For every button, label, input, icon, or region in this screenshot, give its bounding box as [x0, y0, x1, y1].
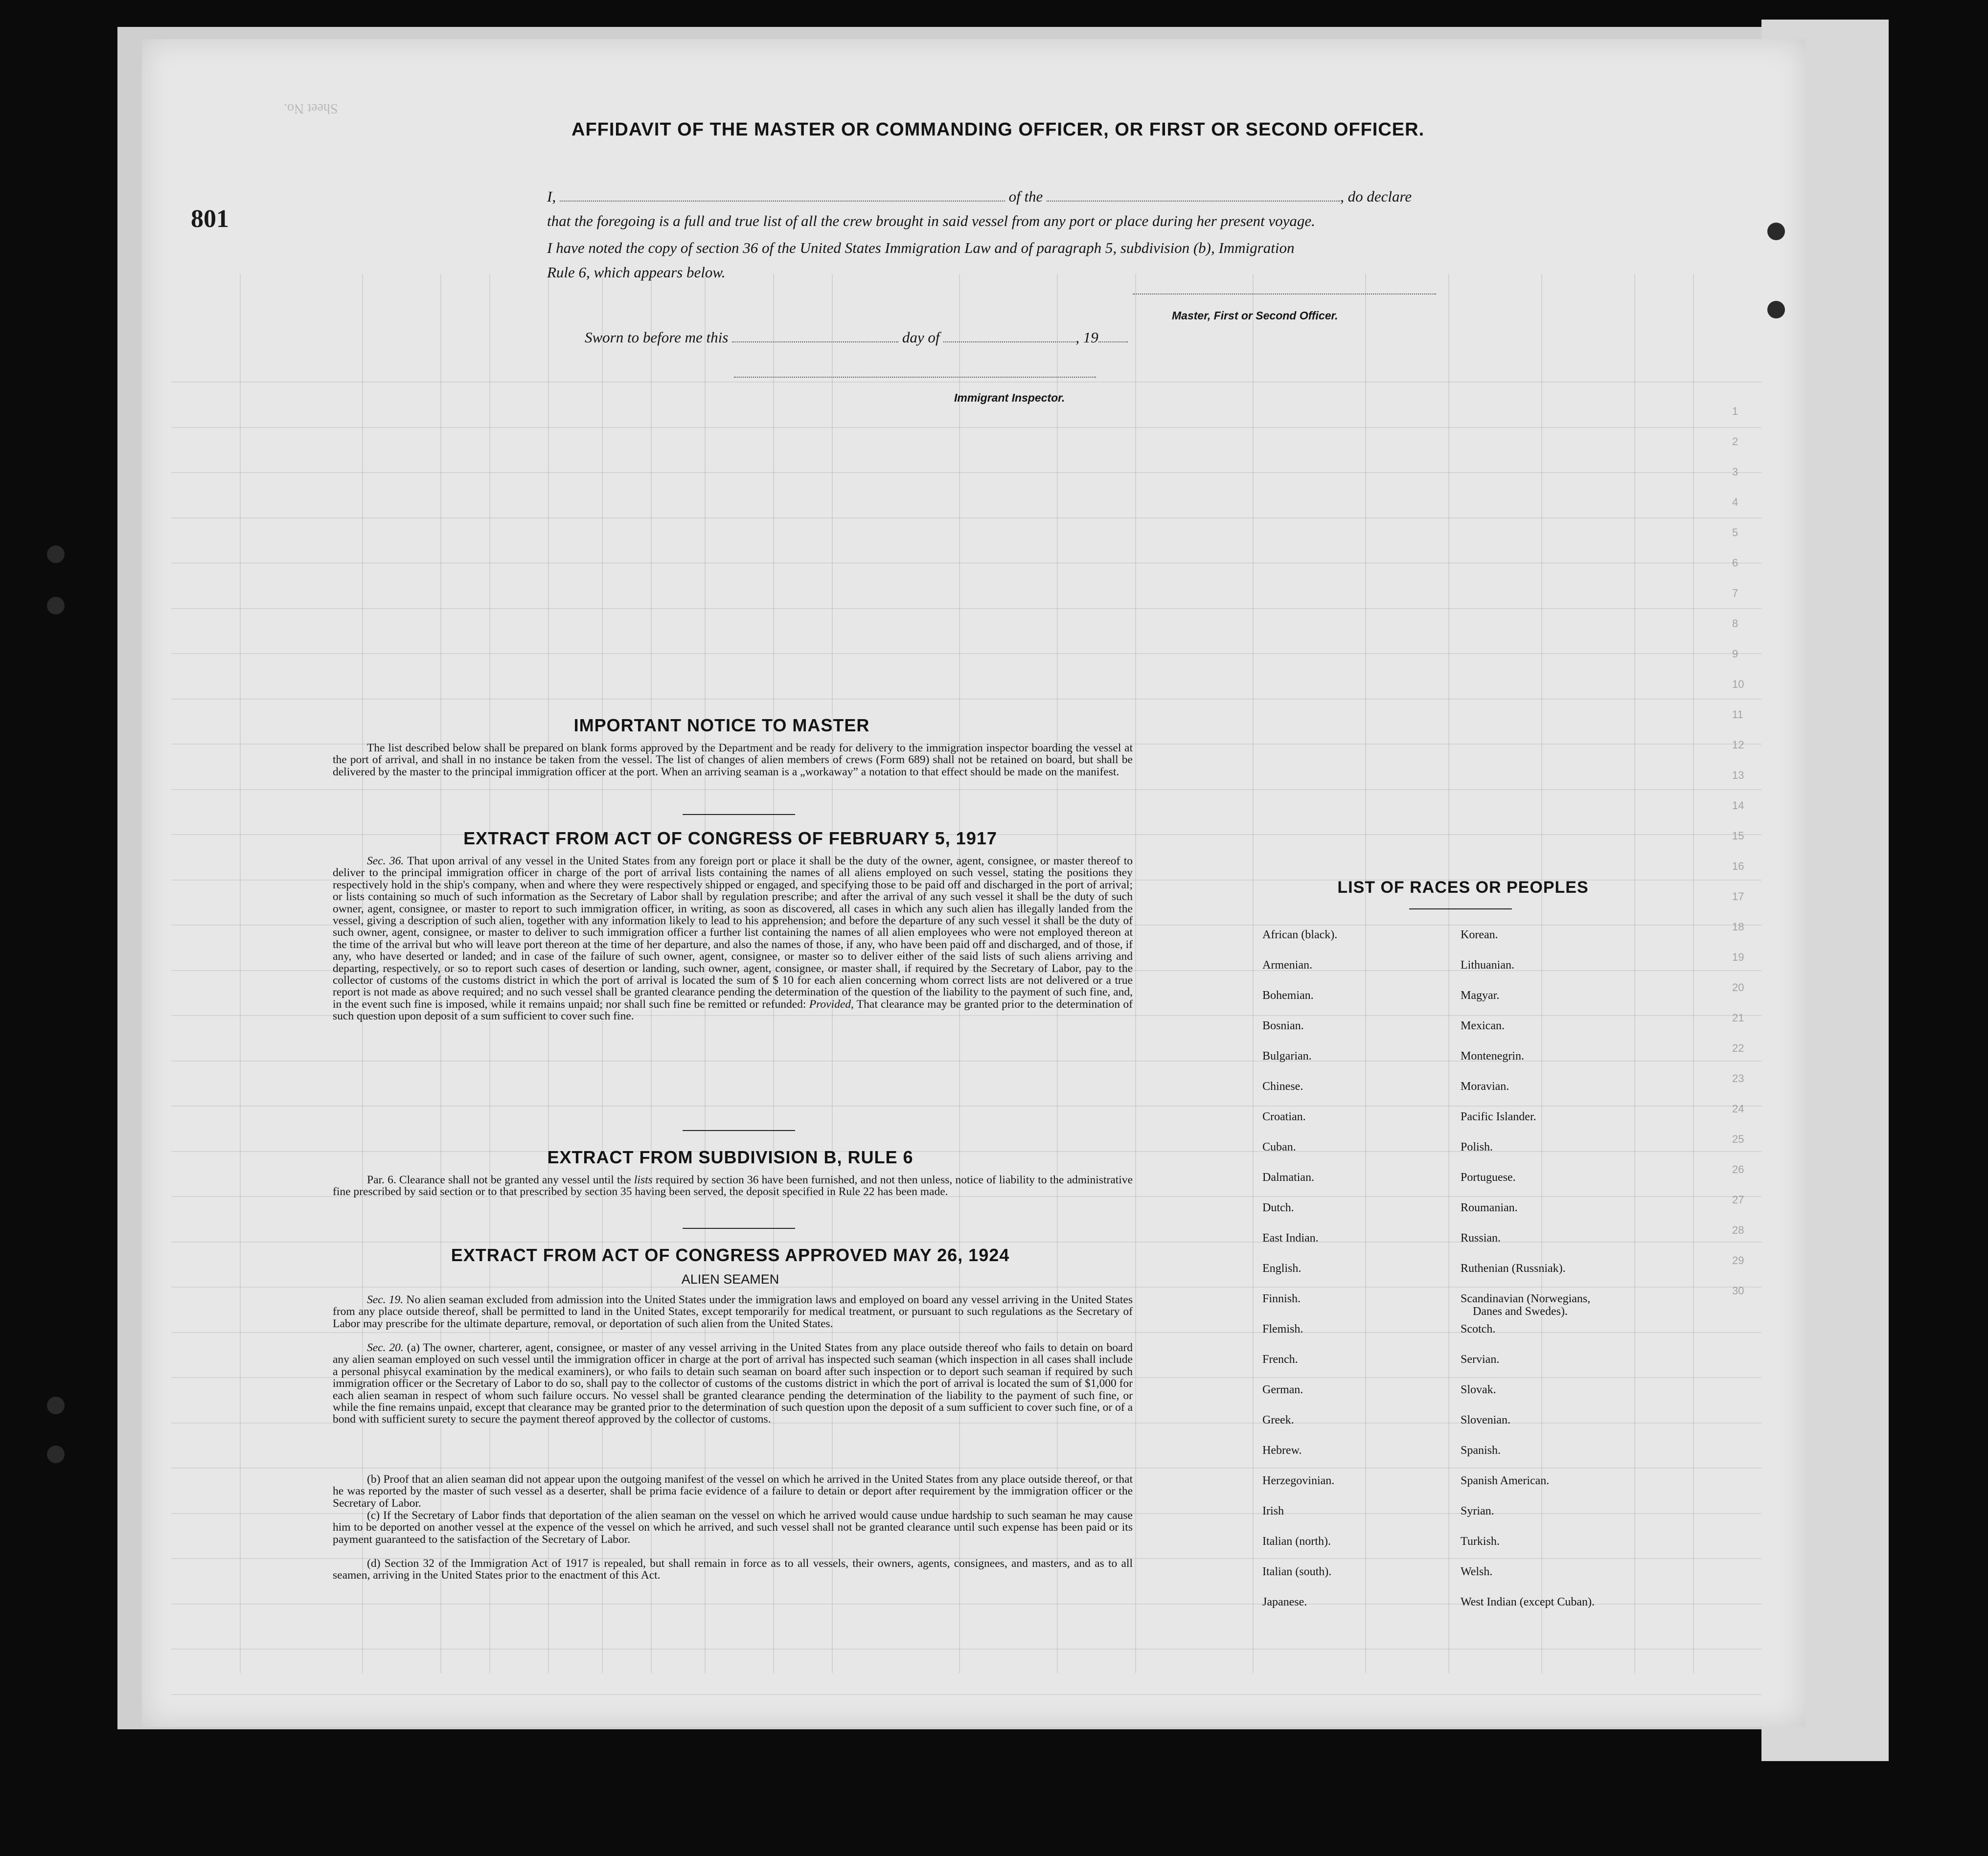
sec-19-text: No alien seaman excluded from admission into the United States under the immigration laws and employed on board any vessel arriving in the United States from any place outside thereof, shall be permitted to land in the United States, except temporarily for medical treatment, or pursuant to such regulations as the Secretary of Labor may prescribe for the ultimate departure, removal, or deportation of such alien from the United States.: [333, 1293, 1133, 1330]
row-number: 27: [1732, 1194, 1744, 1206]
race-entry: Syrian.: [1461, 1505, 1494, 1517]
grid-line: [171, 1106, 1761, 1107]
race-entry: Montenegrin.: [1461, 1050, 1524, 1063]
grid-line: [1135, 274, 1136, 1673]
form-number-mark: 801: [191, 205, 229, 233]
row-number: 28: [1732, 1224, 1744, 1236]
of-the-text: of the: [1008, 188, 1043, 205]
grid-line: [171, 1739, 1761, 1740]
race-entry: Pacific Islander.: [1461, 1110, 1536, 1123]
row-number: 14: [1732, 799, 1744, 812]
race-entry: Servian.: [1461, 1353, 1500, 1366]
grid-line: [171, 1242, 1761, 1243]
grid-line: [171, 608, 1761, 609]
grid-line: [171, 1468, 1761, 1469]
master-signature-label: Master, First or Second Officer.: [1172, 309, 1338, 322]
binder-hole: [47, 1446, 65, 1463]
sec-20a-text: (a) The owner, charterer, agent, consignee, or master of any vessel arriving in the United States from any place outside thereof who fails to detain on board any alien seaman employed on such vessel until the immigration officer in charge at the port of arrival has inspected such seaman (which inspection in all cases shall include a personal phisycal examination by the medical examiners), or who fails to detain such seaman on board after such inspection or to deport such seaman if required by such immigration officer or the Secretary of Labor to do so, shall pay to the collector of customs of the customs district in which the port of arrival is located the sum of $1,000 for each alien seaman in respect of whom such failure occurs. No vessel shall be granted clearance pending the determination of the liability to the payment of such fine, or while the fine remains unpaid, except that clearance may be granted prior to the determination of such question upon the deposit of a sum sufficient to cover such fine, or of a bond with sufficient surety to secure the payment thereof approved by the collector of customs.: [333, 1341, 1133, 1426]
race-entry: Bohemian.: [1262, 989, 1314, 1002]
grid-line: [171, 427, 1761, 428]
race-entry: Dalmatian.: [1262, 1171, 1314, 1184]
race-entry: Irish: [1262, 1505, 1284, 1517]
grid-line: [171, 1332, 1761, 1333]
row-number: 3: [1732, 466, 1738, 478]
row-number: 29: [1732, 1254, 1744, 1267]
grid-line: [1693, 274, 1694, 1673]
affidavit-line-2: that the foregoing is a full and true list of all the crew brought in said vessel from any port or place during her present voyage.: [547, 212, 1315, 229]
divider: [683, 814, 795, 815]
sec-20a-paragraph: [333, 1342, 1133, 1426]
race-entry: Korean.: [1461, 928, 1498, 941]
row-number: 18: [1732, 921, 1744, 933]
sec-36-label: Sec. 36.: [367, 855, 404, 867]
race-entry: Mexican.: [1461, 1019, 1505, 1032]
race-entry: Armenian.: [1262, 959, 1312, 972]
race-entry: Spanish.: [1461, 1444, 1501, 1457]
race-entry: Bulgarian.: [1262, 1050, 1312, 1063]
sec-20d-paragraph: (d) Section 32 of the Immigration Act of 1917 is repealed, but shall remain in force as to all vessels, their owners, agents, consignees, and masters, and as to all seamen, arriving in the United States prior to the enactment of this Act.: [333, 1557, 1133, 1582]
race-entry: East Indian.: [1262, 1232, 1319, 1245]
grid-line: [171, 699, 1761, 700]
race-entry: Ruthenian (Russniak).: [1461, 1262, 1566, 1275]
race-entry: Moravian.: [1461, 1080, 1509, 1093]
grid-line: [171, 382, 1761, 383]
alien-seamen-subheading: ALIEN SEAMEN: [681, 1272, 779, 1287]
grid-line: [171, 789, 1761, 790]
race-entry: Hebrew.: [1262, 1444, 1302, 1457]
race-entry: German.: [1262, 1383, 1303, 1396]
extract-1917-body: [333, 855, 1133, 1022]
race-entry: Scandinavian (Norwegians,: [1461, 1292, 1591, 1305]
sworn-year-blank[interactable]: [1098, 341, 1128, 342]
race-entry: Italian (north).: [1262, 1535, 1331, 1548]
sec-20c-paragraph: (c) If the Secretary of Labor finds that deportation of the alien seaman on the vessel on which he arrived would cause undue hardship to such seaman he may cause him to be deported on another vessel at the expence of the vessel on which he arrived, and such vessel shall not be granted clearance until such expense has been paid or its payment guaranteed to the satisfaction of the Secretary of Labor.: [333, 1509, 1133, 1546]
provided-word: Provided,: [809, 997, 854, 1011]
affidavit-declaration-line: [547, 186, 1412, 207]
race-entry: Polish.: [1461, 1141, 1493, 1154]
race-entry: Greek.: [1262, 1414, 1294, 1426]
rule-6-body: [333, 1174, 1133, 1198]
row-number: 22: [1732, 1042, 1744, 1054]
rule-6-heading: EXTRACT FROM SUBDIVISION B, RULE 6: [547, 1147, 914, 1167]
affidavit-line-3: I have noted the copy of section 36 of the United States Immigration Law and of paragraph 5, subdivision (b), Immigration: [547, 239, 1295, 256]
row-number: 6: [1732, 557, 1738, 569]
sec-19-paragraph: [333, 1294, 1133, 1330]
divider: [683, 1130, 795, 1131]
race-entry: English.: [1262, 1262, 1302, 1275]
races-heading: LIST OF RACES OR PEOPLES: [1337, 878, 1589, 897]
notice-heading: IMPORTANT NOTICE TO MASTER: [573, 715, 870, 735]
grid-line: [171, 472, 1761, 473]
race-entry: Portuguese.: [1461, 1171, 1516, 1184]
sworn-day-blank[interactable]: [732, 341, 898, 342]
grid-line: [1541, 274, 1542, 1673]
grid-line: [171, 1694, 1761, 1695]
grid-line: [240, 274, 241, 1673]
binder-hole: [47, 597, 65, 614]
lists-word: lists: [634, 1174, 653, 1186]
rule-6-text-a: Par. 6. Clearance shall not be granted any vessel until the: [367, 1174, 631, 1186]
rule-6-text-b: required by section 36 have been furnished, and not then unless, notice of liability to the administrative fine prescribed by said section or to that prescribed by section 35 having been served, the deposit specified in Rule 22 has been made.: [333, 1174, 1133, 1199]
race-entry: Danes and Swedes).: [1473, 1305, 1568, 1318]
row-number: 8: [1732, 617, 1738, 630]
binder-hole: [47, 1397, 65, 1414]
race-entry: Slovak.: [1461, 1383, 1496, 1396]
race-entry: Spanish American.: [1461, 1474, 1550, 1487]
row-number: 13: [1732, 769, 1744, 781]
affidavit-line-4: Rule 6, which appears below.: [547, 264, 726, 281]
sworn-month-blank[interactable]: [943, 341, 1075, 342]
race-entry: Croatian.: [1262, 1110, 1306, 1123]
race-entry: Bosnian.: [1262, 1019, 1304, 1032]
grid-line: [1448, 274, 1449, 1673]
row-number: 17: [1732, 890, 1744, 903]
day-of-text: day of: [902, 329, 940, 346]
year-prefix: , 19: [1075, 329, 1098, 346]
row-number: 1: [1732, 405, 1738, 417]
row-number: 25: [1732, 1133, 1744, 1145]
binder-hole: [1767, 223, 1785, 240]
sworn-prefix: Sworn to before me this: [585, 329, 729, 346]
row-number: 7: [1732, 587, 1738, 599]
row-number: 9: [1732, 648, 1738, 660]
row-number: 2: [1732, 435, 1738, 448]
race-entry: Lithuanian.: [1461, 959, 1514, 972]
extract-1924-heading: EXTRACT FROM ACT OF CONGRESS APPROVED MAY 26, 1924: [451, 1245, 1010, 1265]
do-declare-text: , do declare: [1340, 188, 1412, 205]
vessel-blank[interactable]: [1047, 201, 1340, 202]
race-entry: Scotch.: [1461, 1323, 1496, 1335]
row-number: 20: [1732, 981, 1744, 994]
race-entry: Herzegovinian.: [1262, 1474, 1335, 1487]
race-entry: Welsh.: [1461, 1565, 1493, 1578]
race-entry: Russian.: [1461, 1232, 1501, 1245]
race-entry: Italian (south).: [1262, 1565, 1332, 1578]
race-entry: Turkish.: [1461, 1535, 1500, 1548]
race-entry: Finnish.: [1262, 1292, 1301, 1305]
race-entry: Flemish.: [1262, 1323, 1303, 1335]
race-entry: Roumanian.: [1461, 1201, 1518, 1214]
row-number: 21: [1732, 1012, 1744, 1024]
grid-line: [171, 518, 1761, 519]
name-blank[interactable]: [560, 201, 1005, 202]
row-number: 24: [1732, 1103, 1744, 1115]
grid-line: [171, 653, 1761, 654]
binder-hole: [1767, 301, 1785, 318]
divider: [683, 1228, 795, 1229]
race-entry: Chinese.: [1262, 1080, 1303, 1093]
race-entry: Japanese.: [1262, 1596, 1307, 1608]
affidavit-title: AFFIDAVIT OF THE MASTER OR COMMANDING OFFICER, OR FIRST OR SECOND OFFICER.: [571, 119, 1425, 140]
inspector-signature-blank[interactable]: [734, 377, 1096, 378]
row-number: 12: [1732, 739, 1744, 751]
row-number: 16: [1732, 860, 1744, 872]
grid-line: [1634, 274, 1635, 1673]
row-number: 11: [1732, 708, 1743, 721]
binder-hole: [47, 545, 65, 563]
sheet-number-mark: Sheet No.: [284, 101, 338, 116]
row-number: 19: [1732, 951, 1744, 963]
row-number: 4: [1732, 496, 1738, 508]
row-number: 26: [1732, 1163, 1744, 1176]
grid-line: [1365, 274, 1366, 1673]
race-entry: Dutch.: [1262, 1201, 1294, 1214]
extract-1917-heading: EXTRACT FROM ACT OF CONGRESS OF FEBRUARY 5, 1917: [463, 828, 997, 848]
sec-20-label: Sec. 20.: [367, 1341, 404, 1354]
race-entry: Magyar.: [1461, 989, 1500, 1002]
race-entry: West Indian (except Cuban).: [1461, 1596, 1595, 1608]
sec-20b-paragraph: (b) Proof that an alien seaman did not appear upon the outgoing manifest of the vessel on which he arrived in the United States from any place outside thereof, or that he was reported by the master of such vessel as a deserter, shall be prima facie evidence of a failure to detain or deport after requirement by the immigration officer or the Secretary of Labor.: [333, 1473, 1133, 1510]
race-entry: Cuban.: [1262, 1141, 1296, 1154]
notice-body: The list described below shall be prepared on blank forms approved by the Department and be ready for delivery to the immigration inspector boarding the vessel at the port of arrival, and shall in no instance be taken from the vessel. The list of changes of alien members of crews (Form 689) shall not be retained on board, but shall be delivered by the master to the principal immigration officer at the port. When an arriving seaman is a „workaway” a notation to that effect should be made on the manifest.: [333, 742, 1133, 778]
row-number: 5: [1732, 526, 1738, 539]
sec-19-label: Sec. 19.: [367, 1293, 404, 1306]
grid-line: [171, 1649, 1761, 1650]
row-number: 23: [1732, 1072, 1744, 1085]
inspector-signature-label: Immigrant Inspector.: [954, 391, 1065, 404]
row-number: 10: [1732, 678, 1744, 690]
sworn-line: [585, 327, 1128, 348]
row-number: 30: [1732, 1285, 1744, 1297]
declare-prefix: I,: [547, 188, 556, 205]
divider: [1409, 908, 1512, 909]
grid-line: [1253, 274, 1254, 1673]
row-number: 15: [1732, 830, 1744, 842]
race-entry: French.: [1262, 1353, 1298, 1366]
race-entry: African (black).: [1262, 928, 1338, 941]
sec-36-text: That upon arrival of any vessel in the United States from any foreign port or place it shall be the duty of the owner, agent, consignee, or master thereof to deliver to the principal immigration officer in charge of the port of arrival lists containing the names of all aliens employed on such vessel, stating the positions they respectively hold in the ship's company, when and where they were respectively shipped or engaged, and specifying those to be paid off and discharged in the port of arrival; or lists containing so much of such information as the Secretary of Labor shall by regulation prescribe; and after the arrival of any such vessel it shall be the duty of such owner, agent, consignee, or master to report to such immigration officer, in writing, as soon as discovered, all cases in which any such alien has illegally landed from the vessel, giving a description of such alien, together with any information likely to lead to his apprehension; and before the departure of any such vessel it shall be the duty of such owner, agent, consignee, or master to deliver to such immigration officer a further list containing the names of all alien employees who were not employed thereon at the time of the arrival but who will leave port thereon at the time of her departure, and also the names of those, if any, who have been paid off and discharged, and of those, if any, who have deserted or landed; and in case of the failure of such owner, agent, consignee, or master so to deliver either of the said lists of such aliens arriving and departing, respectively, or so to report such cases of desertion or landing, such owner, agent, consignee, or master shall, if required by the Secretary of Labor, pay to the collector of customs of the customs district in which the port of arrival is located the sum of $ 10 for each alien concerning whom correct lists are not delivered or a true report is not made as above required; and no such vessel shall be granted clearance pending the determination of the question of the liability to the payment of such fine, and, in the event such fine is imposed, while it remains unpaid; nor shall such fine be remitted or refunded:: [333, 855, 1133, 1011]
race-entry: Slovenian.: [1461, 1414, 1510, 1426]
sec-36-text-end: That clearance may be granted prior to the determination of such question upon deposit of a sum sufficient to cover such fine.: [333, 997, 1133, 1023]
grid-line: [171, 563, 1761, 564]
